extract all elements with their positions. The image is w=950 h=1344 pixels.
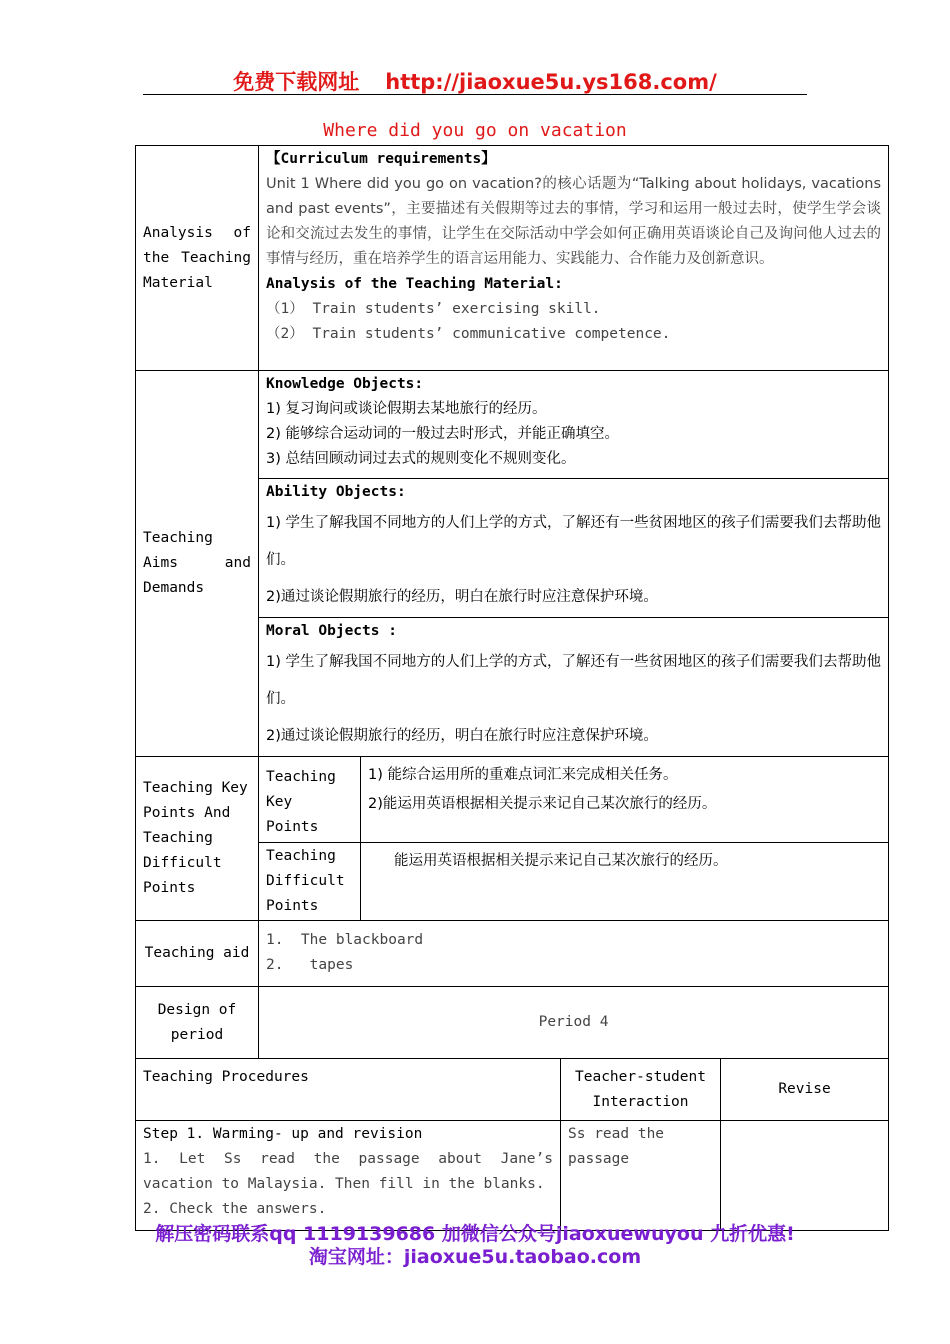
site-url-link[interactable]: http://jiaoxue5u.ys168.com/	[385, 70, 717, 94]
period-value: Period 4	[259, 987, 889, 1059]
aid-content	[259, 921, 889, 987]
header-divider	[143, 94, 807, 95]
free-download-label: 免费下载网址	[233, 70, 360, 94]
period-row	[136, 987, 889, 1059]
moral-item: 1) 学生了解我国不同地方的人们上学的方式，了解还有一些贫困地区的孩子们需要我们去帮助他们。	[266, 654, 882, 707]
curriculum-heading: 【Curriculum requirements】	[266, 151, 496, 167]
difficult-points-label: Teaching Difficult Points	[259, 843, 361, 921]
aid-label: Teaching aid	[136, 921, 259, 987]
key-points-content	[361, 757, 889, 843]
knowledge-item: 2) 能够综合运动词的一般过去时形式，并能正确填空。	[266, 426, 619, 442]
analysis-content	[259, 146, 889, 371]
aims-label: Teaching Aims and Demands	[136, 371, 259, 757]
key-points-label: Teaching Key Points	[259, 757, 361, 843]
moral-cell	[259, 618, 889, 757]
analysis-label: Analysis of the Teaching Material	[136, 146, 259, 371]
footer-contact: 解压密码联系qq 1119139686 加微信公众号jiaoxuewuyou 九折优惠!	[155, 1223, 795, 1245]
step-heading: Step 1. Warming- up and revision	[143, 1126, 423, 1142]
analysis-row	[136, 146, 889, 371]
key-point-item: 1) 能综合运用所的重难点词汇来完成相关任务。	[368, 767, 678, 783]
step-content	[136, 1121, 561, 1231]
moral-item: 2)通过谈论假期旅行的经历，明白在旅行时应注意保护环境。	[266, 728, 658, 744]
knowledge-item: 3) 总结回顾动词过去式的规则变化不规则变化。	[266, 451, 576, 467]
interaction-col-header: Teacher-student Interaction	[561, 1059, 721, 1121]
material-item: （1） Train students’ exercising skill.	[266, 301, 601, 317]
aims-knowledge-row	[136, 371, 889, 479]
step-item: 1. Let Ss read the passage about Jane’s vacation to Malaysia. Then fill in the blanks.	[143, 1151, 553, 1192]
document-title: Where did you go on vacation	[323, 120, 627, 141]
site-header	[0, 66, 950, 96]
aid-item: 2. tapes	[266, 957, 354, 973]
knowledge-cell	[259, 371, 889, 479]
ability-item: 2)通过谈论假期旅行的经历，明白在旅行时应注意保护环境。	[266, 589, 658, 605]
key-point-item: 2)能运用英语根据相关提示来记自己某次旅行的经历。	[368, 796, 717, 812]
aid-row	[136, 921, 889, 987]
procedures-col-header: Teaching Procedures	[136, 1059, 561, 1121]
knowledge-heading: Knowledge Objects:	[266, 376, 424, 392]
revise-cell	[721, 1121, 889, 1231]
knowledge-item: 1) 复习询问或谈论假期去某地旅行的经历。	[266, 401, 547, 417]
material-item: （2） Train students’ communicative competence.	[266, 326, 671, 342]
ability-heading: Ability Objects:	[266, 484, 406, 500]
step-item: 2. Check the answers.	[143, 1201, 327, 1217]
interaction-cell: Ss read the passage	[561, 1121, 721, 1231]
ability-cell	[259, 479, 889, 618]
ability-item: 1) 学生了解我国不同地方的人们上学的方式，了解还有一些贫困地区的孩子们需要我们去帮助他们。	[266, 515, 882, 568]
revise-col-header: Revise	[721, 1059, 889, 1121]
aid-item: 1. The blackboard	[266, 932, 424, 948]
keypoints-label: Teaching Key Points And Teaching Difficult Points	[136, 757, 259, 921]
procedures-header-row	[136, 1059, 889, 1121]
lesson-plan-table	[135, 145, 889, 1231]
curriculum-text: Unit 1 Where did you go on vacation?的核心话题为“Talking about holidays, vacations and past events”，主要描述有关假期等过去的事情，学习和运用一般过去时，使学生学会谈论和交流过去发生的事情，让学生在交际活动中学会如何正确用英语谈论自己及询问他人过去的事情与经历，重在培养学生的语言运用能力、实践能力、合作能力及创新意识。	[266, 176, 882, 267]
period-label: Design of period	[136, 987, 259, 1059]
material-heading: Analysis of the Teaching Material:	[266, 276, 563, 292]
difficult-points-content: 能运用英语根据相关提示来记自己某次旅行的经历。	[361, 843, 889, 921]
keypoints-row	[136, 757, 889, 843]
step-row	[136, 1121, 889, 1231]
footer-shop-link[interactable]: 淘宝网址：jiaoxue5u.taobao.com	[308, 1246, 642, 1268]
moral-heading: Moral Objects :	[266, 623, 397, 639]
